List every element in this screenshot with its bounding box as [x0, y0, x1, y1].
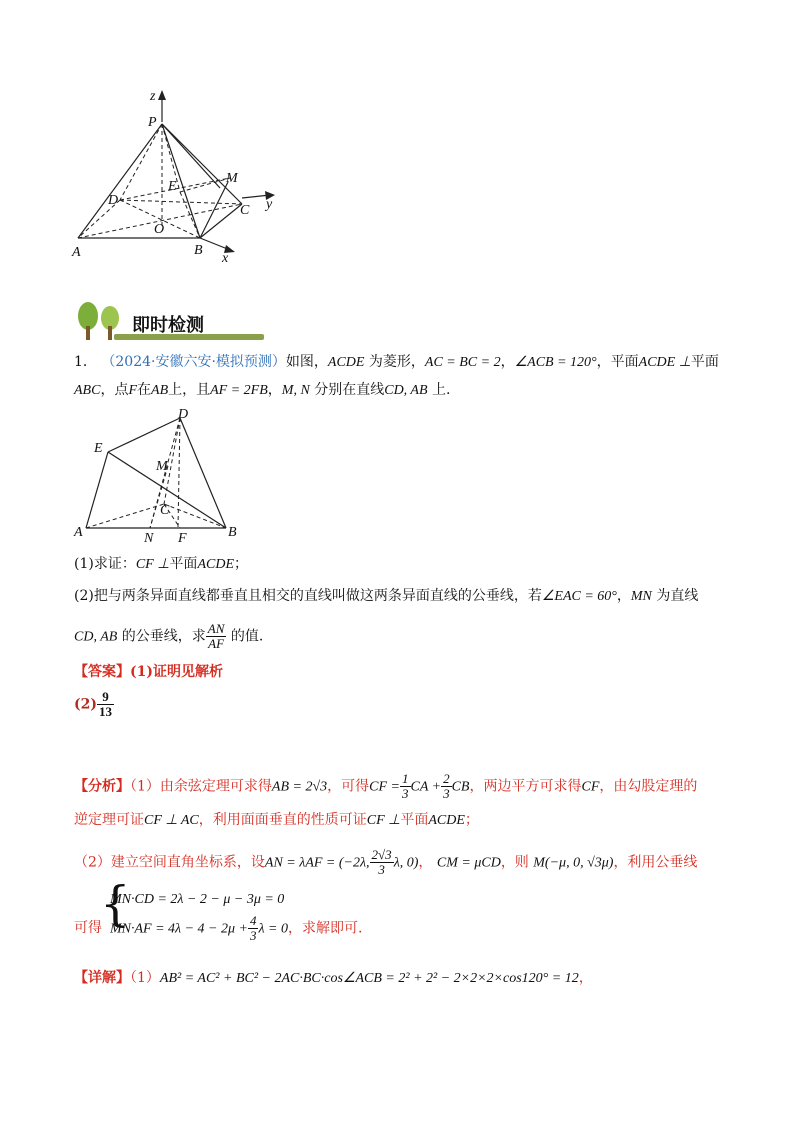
label-B: B: [228, 525, 237, 540]
math: CA +: [410, 779, 442, 795]
label-A: A: [74, 525, 83, 540]
text: （1）由余弦定理可求得: [130, 778, 272, 795]
text: ，: [616, 588, 631, 604]
problem-line-1: 1． （2024·安徽六安·模拟预测）如图，ACDE 为菱形，AC = BC = 2，∠ACB = 120°，平面ACDE ⊥平面: [74, 354, 719, 370]
text: 逆定理可证: [74, 812, 144, 828]
text: 为直线: [656, 588, 699, 604]
math: CF ⊥ AC: [144, 813, 199, 828]
text: ，: [418, 854, 433, 871]
denominator: 3: [443, 786, 450, 801]
answer-line-1: [74, 662, 223, 682]
math: CF ⊥: [135, 557, 170, 572]
text: 上.: [432, 382, 451, 398]
math: AB² = AC² + BC² − 2AC·BC·cos∠ACB = 2² + 2² − 2×2×2×cos120° = 12: [159, 971, 579, 986]
numerator: 9: [97, 690, 114, 705]
math: AF = 2FB: [210, 383, 268, 398]
answer-2-prefix: (2): [74, 696, 97, 713]
text: 上，且: [168, 382, 211, 398]
numerator: 4: [249, 913, 257, 928]
denominator: 3: [378, 862, 385, 877]
text: 平面: [690, 354, 719, 370]
numerator: AN: [207, 621, 225, 636]
equation-1: MN·CD = 2λ − 2 − μ − 3μ = 0: [110, 892, 285, 907]
problem-source: （2024·安徽六安·模拟预测）: [101, 354, 286, 370]
label-z: z: [150, 89, 156, 104]
denominator: 3: [402, 786, 409, 801]
text: ，利用公垂线: [613, 854, 698, 871]
text: （2）建立空间直角坐标系，设: [74, 854, 265, 871]
math: CF: [581, 779, 600, 795]
section-banner: [74, 300, 224, 344]
analysis-line-2: [74, 810, 479, 831]
text: 分别在直线: [314, 382, 385, 398]
label-y: y: [266, 197, 273, 212]
label-x: x: [222, 251, 229, 266]
question-1: [74, 554, 248, 575]
math: MN·AF = 4λ − 4 − 2μ +: [110, 921, 248, 937]
question-2-cont: [74, 622, 263, 651]
text: 在: [137, 382, 152, 398]
label-E: E: [94, 441, 103, 456]
text: ，点: [100, 382, 129, 398]
fraction: [248, 914, 259, 943]
fraction: [400, 772, 411, 801]
label-P: P: [148, 115, 157, 130]
math: CB: [451, 779, 470, 795]
text: ，可得: [327, 778, 370, 795]
text: 如图，: [285, 354, 328, 370]
label-A: A: [72, 245, 81, 260]
math: ACDE ⊥: [638, 355, 691, 370]
text: ；: [464, 812, 479, 828]
detail-line-1: [74, 968, 593, 989]
text: ，平面: [596, 354, 639, 370]
label-D: D: [108, 193, 119, 208]
math: M, N: [281, 383, 310, 398]
text: 的公垂线，求: [121, 628, 206, 645]
text: ，利用面面垂直的性质可证: [198, 812, 367, 828]
text: ，两边平方可求得: [469, 778, 582, 795]
math: ACDE: [327, 355, 365, 370]
math: CF ⊥: [366, 813, 401, 828]
label-B: B: [194, 243, 203, 258]
pyramid-figure: [70, 88, 290, 268]
text: 的值.: [230, 628, 264, 645]
denominator: AF: [208, 636, 225, 651]
analysis-line-3: [74, 848, 697, 877]
text: 为菱形，: [368, 354, 425, 370]
question-2: [74, 586, 698, 607]
answer-1: (1)证明见解析: [130, 664, 223, 680]
fraction-an-af: [206, 622, 227, 651]
text: ，: [267, 382, 282, 398]
math: AC = BC = 2: [424, 355, 501, 370]
math: M(−μ, 0, √3μ): [533, 855, 614, 871]
math: CD, AB: [74, 629, 118, 645]
problem-number: 1．: [74, 354, 97, 370]
math: F: [128, 383, 138, 398]
rhombus-figure: [70, 404, 250, 544]
denominator: 13: [99, 704, 112, 719]
math: CF =: [369, 779, 400, 795]
text: (2)把与两条异面直线都垂直且相交的直线叫做这两条异面直线的公垂线，若: [74, 588, 542, 604]
numerator: 2√3: [371, 847, 392, 862]
math: ∠ACB = 120°: [514, 355, 597, 370]
math: CM = μCD: [436, 855, 501, 871]
equation-2: [110, 914, 362, 943]
math: ACDE: [197, 557, 234, 572]
detail-tag: 【详解】: [74, 970, 130, 986]
label-C: C: [160, 503, 170, 518]
math: AN = λAF = (−2λ,: [264, 855, 370, 871]
text: （1）: [130, 970, 160, 986]
math: λ, 0): [393, 855, 419, 871]
math: MN: [630, 589, 652, 604]
math: ACDE: [428, 813, 465, 828]
text: ；: [234, 556, 248, 572]
analysis-tag: 【分析】: [74, 778, 130, 795]
label-F: F: [178, 531, 187, 544]
label-D: D: [178, 407, 189, 422]
math: ABC: [74, 383, 101, 398]
answer-tag: 【答案】: [74, 664, 130, 680]
text: ，由勾股定理的: [599, 778, 698, 795]
fraction: [370, 848, 394, 877]
math: λ = 0: [258, 921, 288, 937]
label-C: C: [240, 203, 250, 218]
text: 平面: [400, 812, 429, 828]
text: 平面: [169, 556, 198, 572]
math: AB: [151, 383, 169, 398]
answer-line-2: [74, 690, 114, 719]
analysis-line-1: [74, 772, 697, 801]
label-M: M: [226, 171, 238, 186]
label-E: E: [168, 179, 177, 194]
label-M: M: [156, 459, 168, 474]
numerator: 2: [443, 771, 450, 786]
brace-glyph: {: [100, 876, 131, 932]
math: ∠EAC = 60°: [541, 589, 617, 604]
analysis-line-4-prefix: 可得: [74, 920, 102, 936]
label-N: N: [144, 531, 154, 544]
numerator: 1: [402, 771, 409, 786]
fraction: [441, 772, 452, 801]
text: ，则: [500, 854, 529, 871]
section-title: 即时检测: [132, 315, 204, 336]
text: ，: [578, 970, 593, 986]
answer-2-fraction: [97, 690, 114, 719]
problem-line-2: [74, 380, 450, 401]
math: AB = 2√3: [271, 779, 328, 795]
label-O: O: [154, 222, 165, 237]
math: CD, AB: [384, 383, 428, 398]
text: ，求解即可.: [288, 920, 363, 937]
denominator: 3: [249, 928, 257, 943]
text: (1)求证：: [74, 556, 136, 572]
